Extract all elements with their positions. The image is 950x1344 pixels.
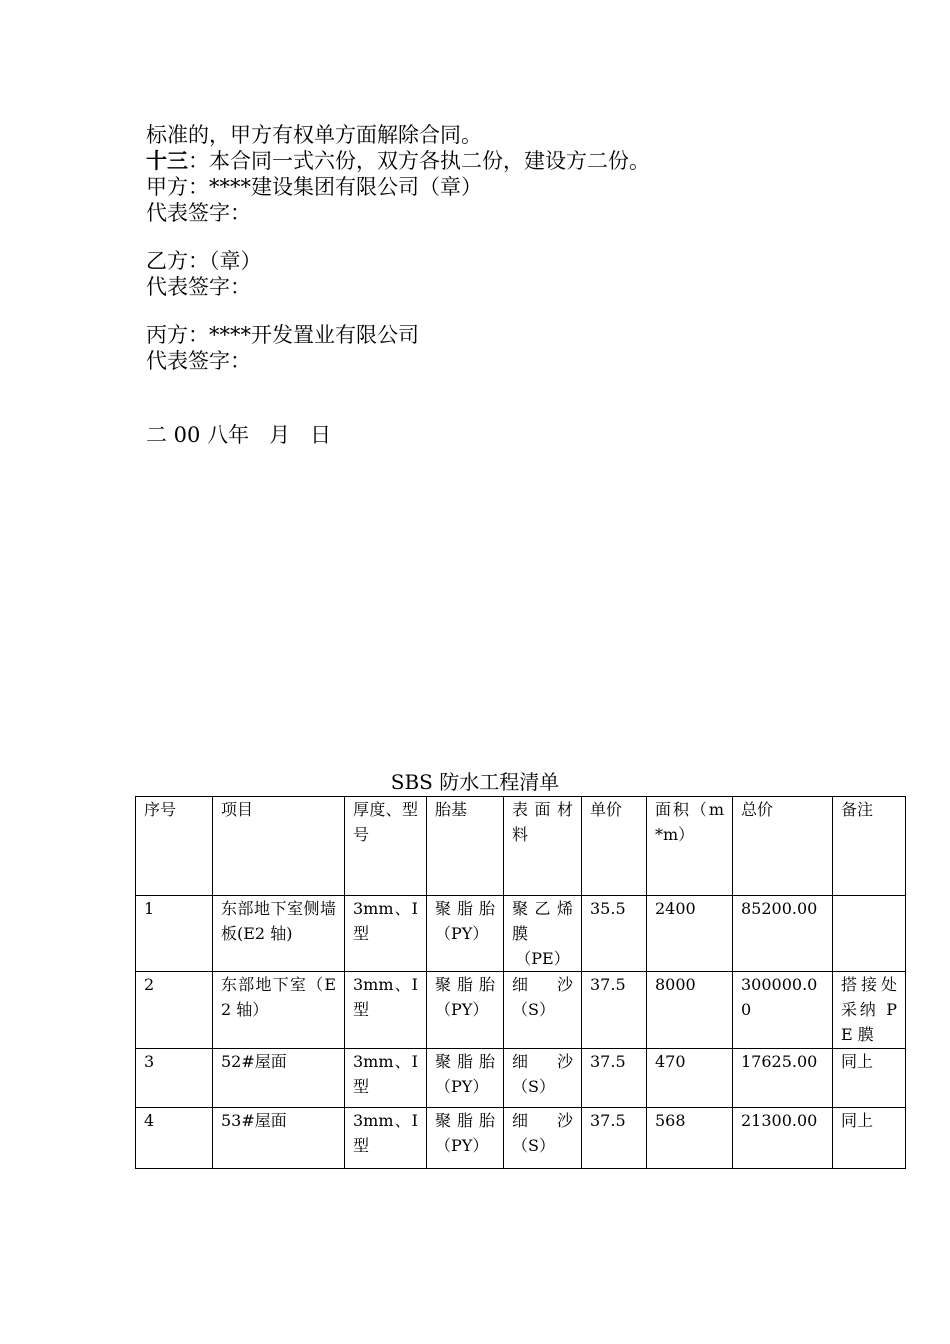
cell-item: 53#屋面 [213, 1108, 345, 1169]
cell-total: 21300.00 [733, 1108, 833, 1169]
cell-surface: 细沙（S） [504, 1108, 582, 1169]
table-row [136, 1108, 906, 1169]
header-seq: 序号 [136, 797, 213, 896]
header-area: 面积（m*m） [647, 797, 733, 896]
cell-surface-code: （PE） [515, 949, 570, 968]
party-a: 甲方：****建设集团有限公司（章） [146, 175, 482, 199]
cell-surface: 细沙（S） [504, 972, 582, 1049]
contract-line: 标准的，甲方有权单方面解除合同。 [146, 123, 482, 147]
cell-thickness: 3mm、I型 [345, 1108, 427, 1169]
cell-seq: 4 [136, 1108, 213, 1169]
cell-item: 东部地下室（E2 轴） [213, 972, 345, 1049]
contract-text [146, 122, 866, 374]
cell-base: 聚脂胎（PY） [427, 896, 504, 972]
header-unit-price: 单价 [582, 797, 647, 896]
cell-seq: 3 [136, 1049, 213, 1108]
table-title: SBS 防水工程清单 [390, 770, 560, 794]
party-c-signature: 代表签字： [146, 349, 251, 373]
cell-area: 8000 [647, 972, 733, 1049]
clause-13-label: 十三 [146, 148, 188, 173]
clause-13 [146, 148, 866, 174]
waterproofing-bill-table [135, 796, 906, 1169]
cell-note: 同上 [833, 1108, 906, 1169]
cell-base: 聚脂胎（PY） [427, 972, 504, 1049]
cell-item: 东部地下室侧墙板(E2 轴) [213, 896, 345, 972]
cell-thickness: 3mm、I型 [345, 972, 427, 1049]
party-b-signature: 代表签字： [146, 275, 251, 299]
cell-total: 85200.00 [733, 896, 833, 972]
cell-note [833, 896, 906, 972]
table-header-row [136, 797, 906, 896]
table-row [136, 1049, 906, 1108]
cell-area: 2400 [647, 896, 733, 972]
cell-total: 300000.00 [733, 972, 833, 1049]
header-note: 备注 [833, 797, 906, 896]
cell-note: 搭接处采纳 PE 膜 [833, 972, 906, 1049]
cell-item: 52#屋面 [213, 1049, 345, 1108]
cell-area: 470 [647, 1049, 733, 1108]
cell-unit-price: 37.5 [582, 1049, 647, 1108]
cell-unit-price: 37.5 [582, 972, 647, 1049]
cell-base: 聚脂胎（PY） [427, 1049, 504, 1108]
table-row [136, 896, 906, 972]
contract-date: 二 00 八年 月 日 [146, 423, 332, 447]
cell-unit-price: 35.5 [582, 896, 647, 972]
table-row [136, 972, 906, 1049]
header-surface: 表面材料 [504, 797, 582, 896]
cell-note: 同上 [833, 1049, 906, 1108]
party-b: 乙方：（章） [146, 249, 262, 273]
party-a-signature: 代表签字： [146, 201, 251, 225]
cell-base: 聚脂胎（PY） [427, 1108, 504, 1169]
cell-unit-price: 37.5 [582, 1108, 647, 1169]
cell-surface [504, 896, 582, 972]
cell-thickness: 3mm、I型 [345, 896, 427, 972]
party-c: 丙方：****开发置业有限公司 [146, 323, 419, 347]
cell-thickness: 3mm、I型 [345, 1049, 427, 1108]
cell-area: 568 [647, 1108, 733, 1169]
cell-seq: 1 [136, 896, 213, 972]
cell-seq: 2 [136, 972, 213, 1049]
header-total: 总价 [733, 797, 833, 896]
clause-13-text: ：本合同一式六份，双方各执二份，建设方二份。 [188, 149, 650, 173]
cell-surface: 细沙（S） [504, 1049, 582, 1108]
header-base: 胎基 [427, 797, 504, 896]
header-thickness: 厚度、型号 [345, 797, 427, 896]
cell-total: 17625.00 [733, 1049, 833, 1108]
header-item: 项目 [213, 797, 345, 896]
cell-surface-text: 聚乙烯膜 [512, 899, 573, 943]
